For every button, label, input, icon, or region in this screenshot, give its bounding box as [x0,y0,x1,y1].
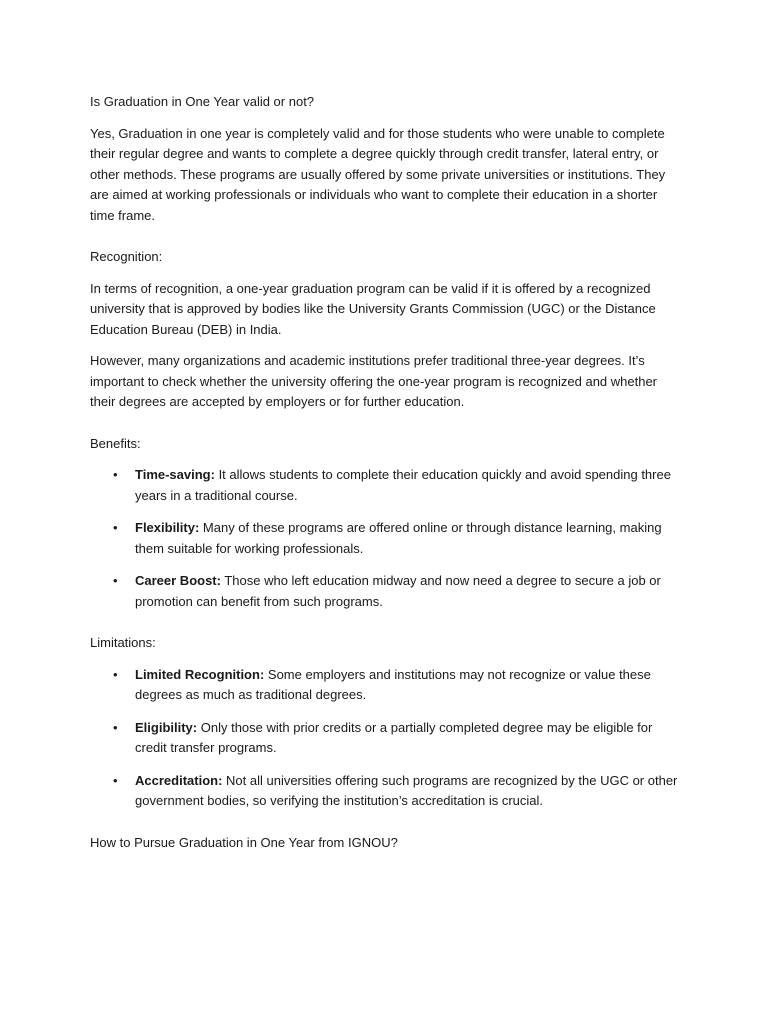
list-item [113,465,678,506]
bullet-icon: • [113,520,118,535]
document-title: Is Graduation in One Year valid or not? [90,94,315,109]
recognition-heading: Recognition: [90,249,163,264]
item-term: Career Boost: [135,573,221,588]
limitations-list [90,665,678,812]
benefits-heading: Benefits: [90,435,141,451]
list-item [113,518,678,559]
bullet-icon: • [113,573,118,588]
recognition-paragraph-2: However, many organizations and academic institutions prefer traditional three-year degrees. It’s important to check whether the university offering the one-year program is recognized and whether their degrees are accepted by employers or for further education. [90,353,658,409]
bullet-icon: • [113,719,118,735]
item-text: Only those with prior credits or a partially completed degree may be eligible for credit transfer programs. [135,719,653,755]
item-term: Accreditation: [135,772,223,788]
item-text: It allows students to complete their education quickly and avoid spending three years in a traditional course. [135,467,671,503]
item-text: Not all universities offering such programs are recognized by the UGC or other government bodies, so verifying the institution’s accreditation is crucial. [135,772,678,808]
list-item [113,665,678,706]
ignou-heading: How to Pursue Graduation in One Year from IGNOU? [90,834,398,850]
list-item [113,718,678,759]
benefits-list [90,465,678,612]
item-text: Those who left education midway and now need a degree to secure a job or promotion can benefit from such programs. [135,573,661,609]
bullet-icon: • [113,467,118,482]
limitations-heading: Limitations: [90,635,156,650]
bullet-icon: • [113,772,118,788]
item-term: Flexibility: [135,520,200,535]
list-item [113,771,678,812]
item-term: Eligibility: [135,719,198,735]
list-item [113,571,678,612]
recognition-paragraph-1: In terms of recognition, a one-year graduation program can be valid if it is offered by a recognized university that is approved by bodies like the University Grants Commission (UGC) or the Distance Education Bureau (DEB) in India. [90,280,656,337]
item-term: Time-saving: [135,467,215,482]
item-text: Some employers and institutions may not recognize or value these degrees as much as traditional degrees. [135,666,651,702]
intro-paragraph: Yes, Graduation in one year is completely valid and for those students who were unable to complete their regular degree and wants to complete a degree quickly through credit transfer, lateral entry, or other methods. These programs are usually offered by some private universities or institutions. They are aimed at working professionals or individuals who want to complete their education in a shorter time frame. [90,125,666,223]
item-text: Many of these programs are offered online or through distance learning, making them suitable for working professionals. [135,520,662,556]
bullet-icon: • [113,666,118,682]
item-term: Limited Recognition: [135,666,265,682]
